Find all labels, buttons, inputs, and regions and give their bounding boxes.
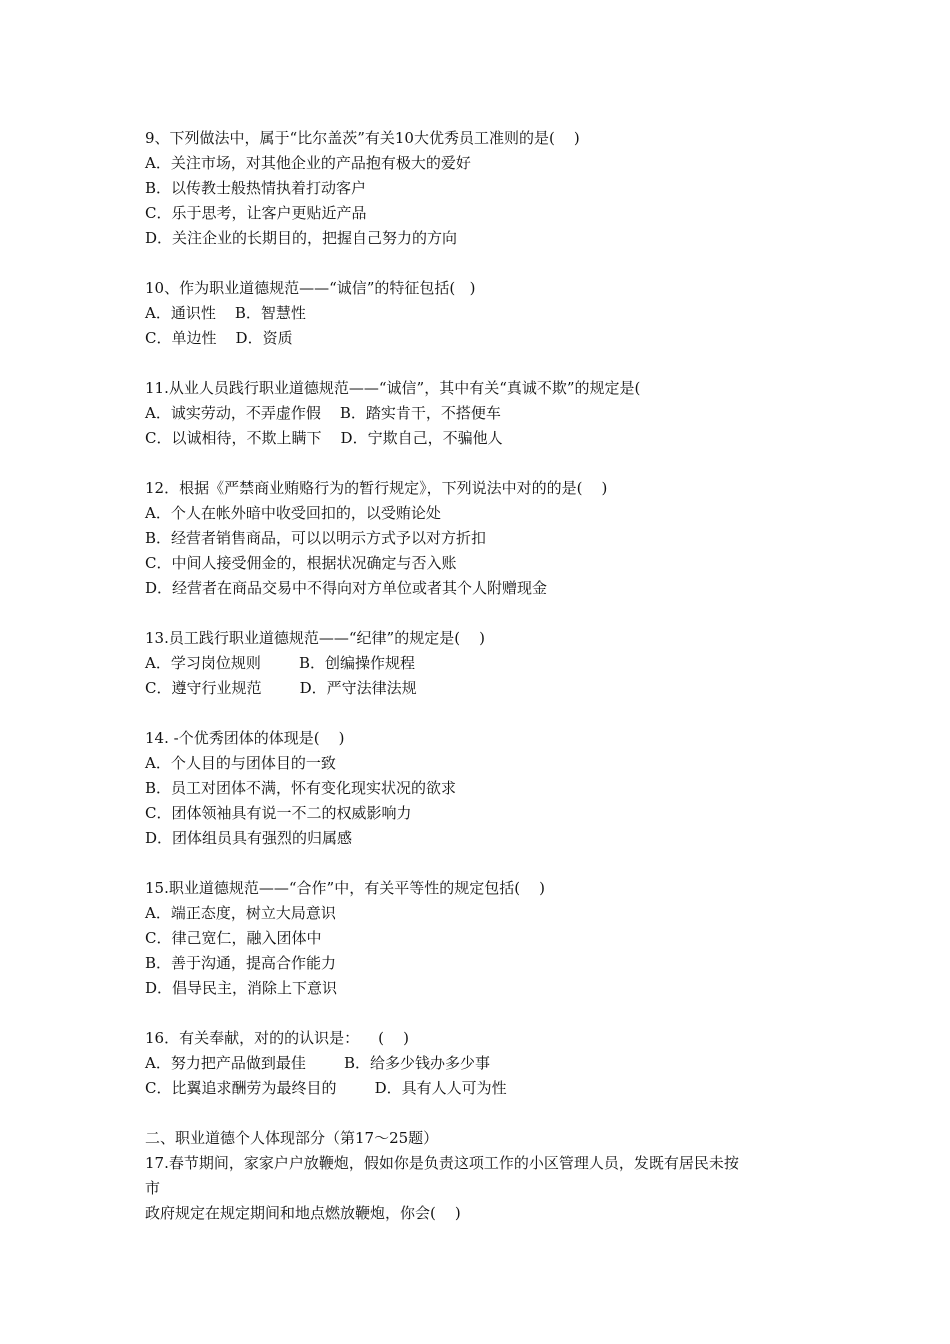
question-block-q12 (145, 476, 825, 601)
answer-line: 17.春节期间，家家户户放鞭炮，假如你是负责这项工作的小区管理人员，发既有居民未按 (145, 1154, 739, 1172)
question-block-q13 (145, 626, 825, 701)
answer-line: A．个人在帐外暗中收受回扣的，以受贿论处 (145, 504, 441, 522)
answer-line: B．以传教士般热情执着打动客户 (145, 179, 367, 197)
question-text: 16．有关奉献，对的的认识是： ( ) (145, 1029, 409, 1047)
answer-line: A．努力把产品做到最佳 B．给多少钱办多少事 (145, 1054, 491, 1072)
question-list (145, 126, 825, 1251)
answer-line: 市 (145, 1179, 161, 1197)
question-block-q14 (145, 726, 825, 851)
answer-line: A．个人目的与团体目的一致 (145, 754, 336, 772)
answer-line: B．经营者销售商品，可以以明示方式予以对方折扣 (145, 529, 487, 547)
question-text: 15.职业道德规范——“合作”中，有关平等性的规定包括( ) (145, 879, 545, 897)
answer-line: D．关注企业的长期目的，把握自己努力的方向 (145, 229, 458, 247)
question-block-section2 (145, 1126, 825, 1226)
answer-line: A．学习岗位规则 B．创编操作规程 (145, 654, 416, 672)
answer-line: B．善于沟通，提高合作能力 (145, 954, 337, 972)
answer-line: A．诚实劳动，不弄虚作假 B．踏实肯干，不搭便车 (145, 404, 501, 422)
question-block-q11 (145, 376, 825, 451)
answer-line: D．经营者在商品交易中不得向对方单位或者其个人附赠现金 (145, 579, 548, 597)
question-text: 二、职业道德个人体现部分（第17～25题） (145, 1129, 439, 1147)
answer-line: C．比翼追求酬劳为最终目的 D．具有人人可为性 (145, 1079, 507, 1097)
answer-line: A．关注市场，对其他企业的产品抱有极大的爱好 (145, 154, 471, 172)
answer-line: C．律己宽仁，融入团体中 (145, 929, 322, 947)
answer-line: C．中间人接受佣金的，根据状况确定与否入账 (145, 554, 457, 572)
answer-line: C．单边性 D．资质 (145, 329, 293, 347)
answer-line: B．员工对团体不满，怀有变化现实状况的欲求 (145, 779, 457, 797)
answer-line: D．团体组员具有强烈的归属感 (145, 829, 353, 847)
answer-line: A．端正态度，树立大局意识 (145, 904, 336, 922)
answer-line: D．倡导民主，消除上下意识 (145, 979, 338, 997)
question-block-q16 (145, 1026, 825, 1101)
question-block-q15 (145, 876, 825, 1001)
answer-line: A．通识性 B．智慧性 (145, 304, 306, 322)
question-text: 10、作为职业道德规范——“诚信”的特征包括( ) (145, 279, 476, 297)
answer-line: C．乐于思考，让客户更贴近产品 (145, 204, 367, 222)
question-text: 9、下列做法中，属于“比尔盖茨”有关10大优秀员工准则的是( ) (145, 129, 580, 147)
question-block-q9 (145, 126, 825, 251)
question-text: 12．根据《严禁商业贿赂行为的暂行规定》，下列说法中对的的是( ) (145, 479, 608, 497)
answer-line: C．遵守行业规范 D．严守法律法规 (145, 679, 417, 697)
question-text: 11.从业人员践行职业道德规范——“诚信”，其中有关“真诚不欺”的规定是( (145, 379, 641, 397)
answer-line: C．团体领袖具有说一不二的权威影响力 (145, 804, 412, 822)
answer-line: C．以诚相待，不欺上瞒下 D．宁欺自己，不骗他人 (145, 429, 503, 447)
answer-line: 政府规定在规定期间和地点燃放鞭炮，你会( ) (145, 1204, 461, 1222)
question-text: 13.员工践行职业道德规范——“纪律”的规定是( ) (145, 629, 485, 647)
question-block-q10 (145, 276, 825, 351)
question-text: 14. -个优秀团体的体现是( ) (145, 729, 345, 747)
